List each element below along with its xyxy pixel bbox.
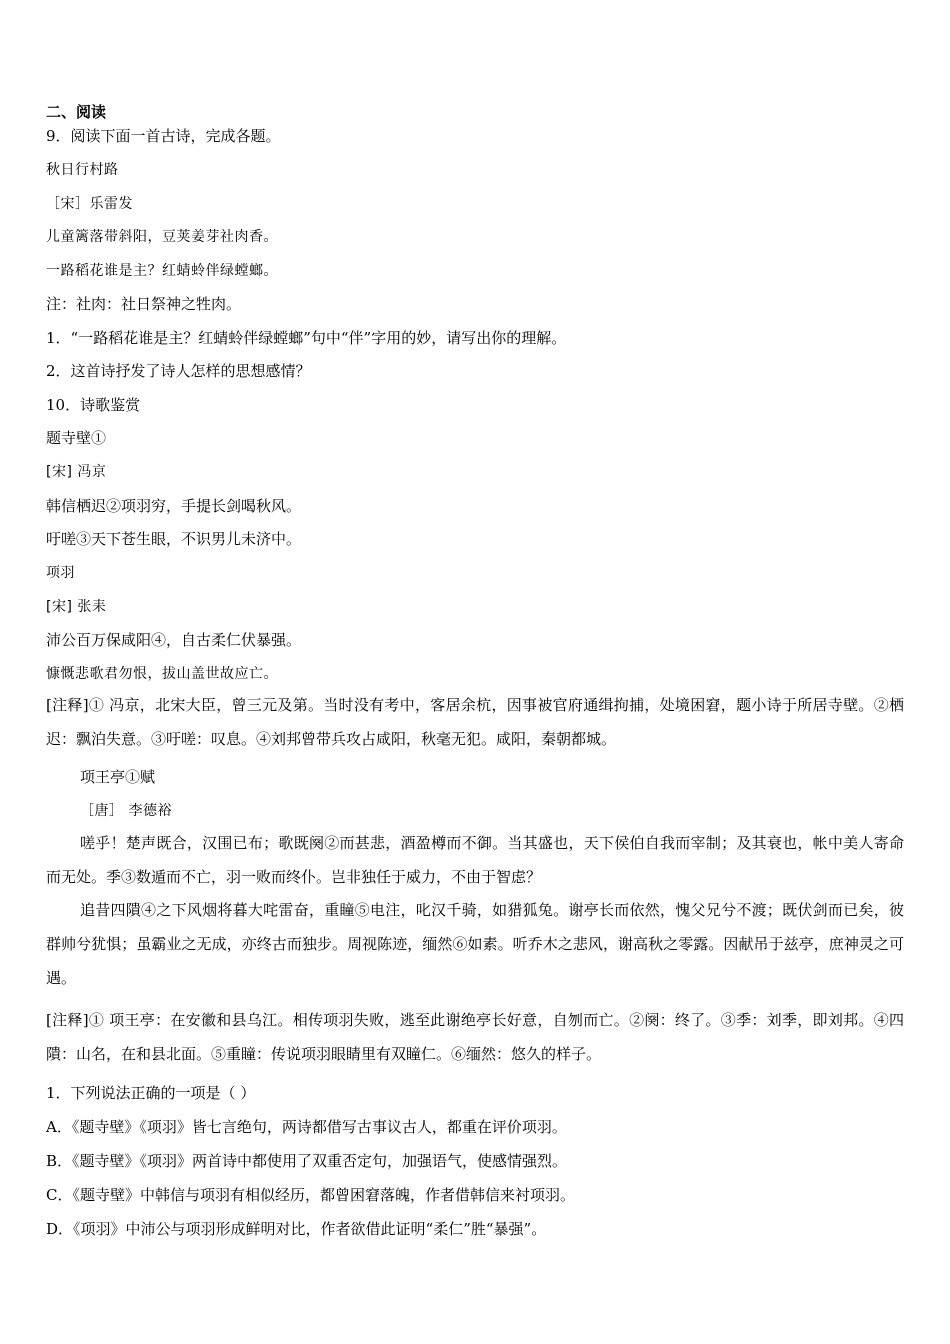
q9-poem-author: ［宋］乐雷发 (46, 196, 133, 212)
q9-note: 注：社肉：社日祭神之牲肉。 (46, 295, 242, 313)
q10-poem1-author: [宋] 冯京 (46, 464, 107, 480)
q9-poem-line-1: 儿童篱落带斜阳，豆荚姜芽社肉香。 (46, 229, 278, 245)
q10-poem2-line-1: 沛公百万保咸阳④，自古柔仁伏暴强。 (46, 631, 302, 649)
q10-poem1-line-1: 韩信栖迟②项羽穷，手提长剑喝秋风。 (46, 497, 302, 515)
q9-stem: 9．阅读下面一首古诗，完成各题。 (46, 127, 281, 145)
q10-sub-question-1: 1．下列说法正确的一项是（ ） (46, 1084, 256, 1102)
section-title: 二、阅读 (46, 103, 107, 121)
q10-poem2-line-2: 慷慨悲歌君勿恨，拔山盖世故应亡。 (46, 666, 278, 682)
option-a: A．《题寺壁》《项羽》皆七言绝句，两诗都借写古事议古人，都重在评价项羽。 (46, 1118, 567, 1136)
q10-poem1-title: 题寺壁① (46, 429, 107, 447)
q9-poem-line-2: 一路稻花谁是主？红蜻蛉伴绿螳螂。 (46, 263, 278, 279)
option-c: C．《题寺壁》中韩信与项羽有相似经历，都曾困窘落魄，作者借韩信来衬项羽。 (46, 1186, 575, 1204)
q9-sub-question-2: 2．这首诗抒发了诗人怎样的思想感情？ (46, 362, 311, 380)
q9-sub-question-1: 1．“一路稻花谁是主？红蜻蛉伴绿螳螂”句中“伴”字用的妙，请写出你的理解。 (46, 329, 567, 347)
q10-poem1-line-2: 吁嗟③天下苍生眼，不识男儿未济中。 (46, 530, 302, 548)
q10-notes-1: [注释]① 冯京，北宋大臣，曾三元及第。当时没有考中，客居余杭，因事被官府通缉拘捕，处境困窘，题小诗于所居寺壁。②栖迟：飘泊失意。③吁嗟：叹息。④刘邦曾带兵攻占咸阳，秋毫无犯。咸阳，秦朝都城。 (46, 696, 904, 748)
option-d: D．《项羽》中沛公与项羽形成鲜明对比，作者欲借此证明“柔仁”胜“暴强”。 (46, 1220, 547, 1238)
q10-fu-paragraph-1: 嗟乎！楚声既合，汉围已布；歌既阕②而甚悲，酒盈樽而不御。当其盛也，天下侯伯自我而宰制；及其衰也，帐中美人寄命而无处。季③数遁而不亡，羽一败而终仆。岂非独任于威力，不由于智虑？ (46, 834, 904, 886)
q10-poem2-author: [宋] 张耒 (46, 599, 107, 615)
q9-poem-title: 秋日行村路 (46, 162, 119, 178)
q10-fu-title: 项王亭①赋 (80, 768, 156, 786)
q10-stem: 10．诗歌鉴赏 (46, 396, 141, 414)
q10-fu-author: ［唐］ 李德裕 (80, 803, 172, 819)
q10-fu-paragraph-2: 追昔四隤④之下风烟将暮大咤雷奋，重瞳⑤电注，叱汉千骑，如猎狐兔。谢亭长而依然，愧父兄兮不渡；既伏剑而已矣，彼群帅兮犹惧；虽霸业之无成，亦终古而独步。周视陈迹，缅然⑥如素。听乔木之悲风，谢高秋之零露。因献吊于兹亭，庶神灵之可遇。 (46, 901, 904, 987)
option-b: B．《题寺壁》《项羽》两首诗中都使用了双重否定句，加强语气，使感情强烈。 (46, 1152, 568, 1170)
q10-notes-2: [注释]① 项王亭：在安徽和县乌江。相传项羽失败，逃至此谢绝亭长好意，自刎而亡。②阕：终了。③季：刘季，即刘邦。④四隤：山名，在和县北面。⑤重瞳：传说项羽眼睛里有双瞳仁。⑥缅然：悠久的样子。 (46, 1011, 904, 1063)
q10-poem2-title: 项羽 (46, 565, 75, 581)
